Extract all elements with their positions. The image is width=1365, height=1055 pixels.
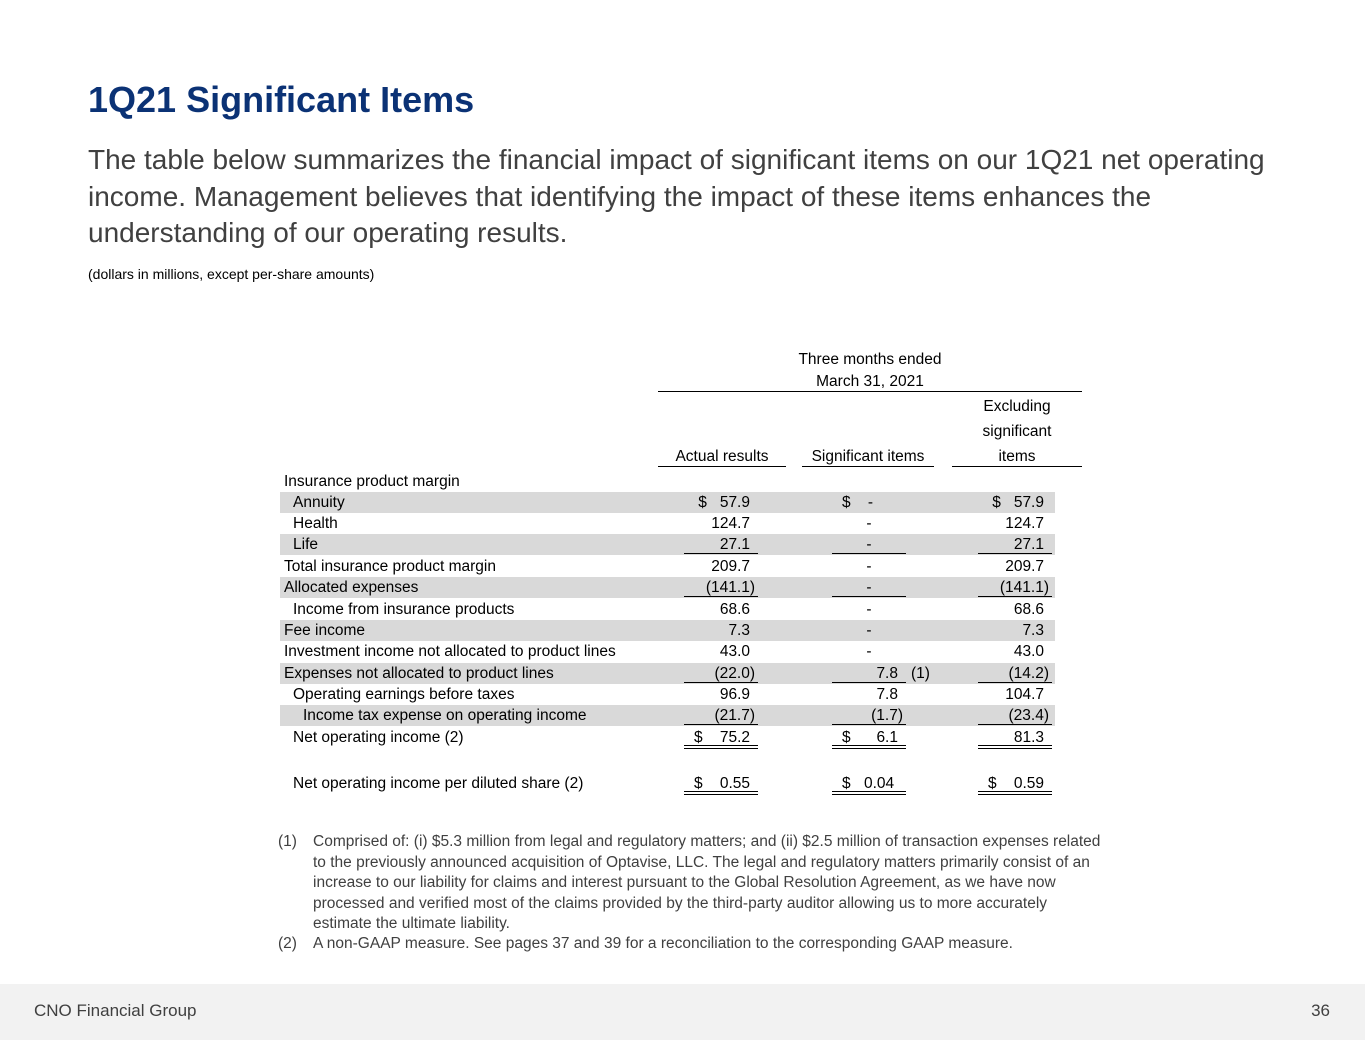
row-label: Fee income xyxy=(284,622,365,639)
significant-cell: $ - xyxy=(842,494,874,511)
excluding-cell: (141.1) xyxy=(978,577,1052,597)
col-excluding-line1: Excluding xyxy=(983,398,1051,415)
excluding-cell: 43.0 xyxy=(1013,643,1044,660)
actual-cell: 68.6 xyxy=(719,601,750,618)
footnote-2 xyxy=(278,934,1108,956)
table-row xyxy=(280,492,1055,513)
actual-cell: 96.9 xyxy=(719,686,750,703)
actual-cell: (141.1) xyxy=(684,577,758,597)
table-row xyxy=(280,620,1055,641)
excluding-cell: 68.6 xyxy=(1013,601,1044,618)
actual-cell: 124.7 xyxy=(711,515,750,532)
row-label: Income from insurance products xyxy=(293,601,515,618)
row-label: Expenses not allocated to product lines xyxy=(284,665,554,682)
excluding-cell: 81.3 xyxy=(978,727,1052,749)
col-significant-header: Significant items xyxy=(811,448,925,465)
significant-cell: $ 6.1 xyxy=(832,727,906,749)
actual-cell: (22.0) xyxy=(684,663,758,683)
period-header-line2: March 31, 2021 xyxy=(816,373,924,390)
significant-cell: - xyxy=(866,558,872,575)
footer-company: CNO Financial Group xyxy=(34,1001,197,1020)
actual-cell: 7.3 xyxy=(728,622,750,639)
col-excluding-rule xyxy=(952,466,1082,467)
actual-cell: 43.0 xyxy=(719,643,750,660)
table-row xyxy=(280,727,1055,751)
excluding-cell: (23.4) xyxy=(978,705,1052,725)
row-label: Annuity xyxy=(293,494,345,511)
excluding-cell: 104.7 xyxy=(1005,686,1044,703)
footer xyxy=(0,984,1365,1040)
page-title: 1Q21 Significant Items xyxy=(88,79,475,120)
significant-cell: - xyxy=(866,601,872,618)
significant-cell: - xyxy=(866,643,872,660)
actual-cell: 209.7 xyxy=(711,558,750,575)
footnote-2-text: A non-GAAP measure. See pages 37 and 39 for a reconciliation to the corresponding GAAP measure. xyxy=(313,935,1013,952)
actual-cell: (21.7) xyxy=(684,705,758,725)
table-row xyxy=(280,663,1055,684)
row-label: Life xyxy=(293,536,318,553)
table-section-row xyxy=(280,471,1055,492)
significant-cell: - xyxy=(832,577,906,597)
table-row xyxy=(280,705,1055,726)
col-significant-rule xyxy=(802,466,934,467)
table-row xyxy=(280,577,1055,598)
row-label: Net operating income per diluted share (2) xyxy=(293,775,584,792)
actual-cell: $ 75.2 xyxy=(684,727,758,749)
period-header-line1: Three months ended xyxy=(798,351,942,368)
section-label: Insurance product margin xyxy=(284,473,460,490)
significant-cell: (1.7) xyxy=(832,705,906,725)
excluding-cell: $ 0.59 xyxy=(978,773,1052,795)
excluding-cell: 7.3 xyxy=(1022,622,1044,639)
excluding-cell: (14.2) xyxy=(978,663,1052,683)
row-label: Allocated expenses xyxy=(284,579,419,596)
significant-cell: - xyxy=(866,622,872,639)
period-header-rule xyxy=(658,391,1082,392)
table-row xyxy=(280,599,1055,620)
page-number: 36 xyxy=(1311,1001,1330,1020)
row-label: Net operating income (2) xyxy=(293,729,464,746)
page-subtitle: The table below summarizes the financial impact of significant items on our 1Q21 net operating income. Management believes that identifying the impact of these items enhances the understanding of our operating results. xyxy=(88,144,1265,248)
excluding-cell: 27.1 xyxy=(978,534,1052,554)
significant-cell: - xyxy=(832,534,906,554)
table-row xyxy=(280,684,1055,705)
table-row xyxy=(280,556,1055,577)
row-label: Operating earnings before taxes xyxy=(293,686,515,703)
footnote-1 xyxy=(278,832,1108,936)
actual-cell: $ 57.9 xyxy=(698,494,750,511)
excluding-cell: $ 57.9 xyxy=(992,494,1044,511)
table-row xyxy=(280,641,1055,662)
col-excluding-line2: significant xyxy=(982,423,1052,440)
col-actual-header: Actual results xyxy=(675,448,769,465)
significant-cell: $ 0.04 xyxy=(832,773,906,795)
row-label: Income tax expense on operating income xyxy=(303,707,587,724)
footnote-ref-1: (1) xyxy=(911,665,930,682)
excluding-cell: 124.7 xyxy=(1005,515,1044,532)
footnote-2-number: (2) xyxy=(278,935,297,952)
table-row xyxy=(280,773,1055,797)
significant-cell: - xyxy=(866,515,872,532)
actual-cell: $ 0.55 xyxy=(684,773,758,795)
table-row xyxy=(280,513,1055,534)
footnote-1-number: (1) xyxy=(278,833,297,850)
col-actual-rule xyxy=(658,466,786,467)
significant-cell: 7.8 xyxy=(876,686,898,703)
row-label: Health xyxy=(293,515,338,532)
col-excluding-line3: items xyxy=(998,448,1036,465)
significant-cell: 7.8 xyxy=(832,663,906,683)
footnote-1-text: Comprised of: (i) $5.3 million from legal and regulatory matters; and (ii) $2.5 million of transaction expenses related to the previously announced acquisition of Optavise, LLC. The legal and regulatory matters primarily consist of an increase to our liability for claims and interest pursuant to the Global Resolution Agreement, as we have now processed and verified most of the claims provided by the third-party auditor allowing us to more accurately estimate the ultimate liability. xyxy=(313,833,1101,932)
excluding-cell: 209.7 xyxy=(1005,558,1044,575)
actual-cell: 27.1 xyxy=(684,534,758,554)
table-row xyxy=(280,534,1055,555)
row-label: Total insurance product margin xyxy=(284,558,496,575)
row-label: Investment income not allocated to product lines xyxy=(284,643,616,660)
units-note: (dollars in millions, except per-share amounts) xyxy=(88,266,375,282)
